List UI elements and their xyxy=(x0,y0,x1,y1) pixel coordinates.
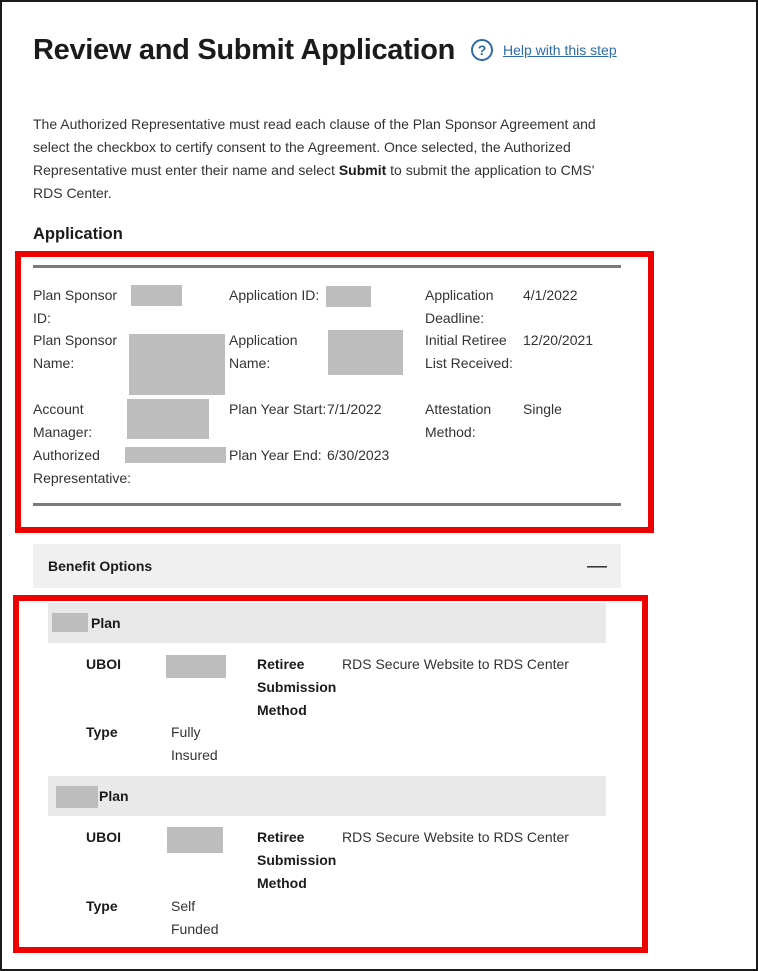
application-heading: Application xyxy=(33,225,123,243)
plan-sponsor-name-redacted xyxy=(129,334,225,395)
plan-header-1 xyxy=(48,603,606,643)
plan-1-name-suffix: Plan xyxy=(91,615,121,631)
application-id-redacted xyxy=(326,286,371,307)
intro-submit-bold: Submit xyxy=(338,162,387,178)
benefit-options-accordion[interactable] xyxy=(33,544,621,588)
initial-retiree-list-label: Initial Retiree List Received: xyxy=(425,332,513,371)
plan-2-name-redacted xyxy=(56,786,98,808)
plan-2-retiree-submission-label: Retiree Submission Method xyxy=(257,829,337,891)
plan-2-name-suffix: Plan xyxy=(99,788,129,804)
application-id-label: Application ID: xyxy=(229,287,320,303)
application-name-label: Application Name: xyxy=(229,332,298,371)
plan-2-type-value: Self Funded xyxy=(171,898,219,937)
account-manager-redacted xyxy=(127,399,209,439)
plan-2-retiree-submission-value: RDS Secure Website to RDS Center xyxy=(342,829,569,845)
application-deadline-value: 4/1/2022 xyxy=(523,287,578,303)
benefit-options-heading: Benefit Options xyxy=(48,558,153,574)
plan-header-2 xyxy=(48,776,606,816)
authorized-rep-redacted xyxy=(125,447,226,463)
plan-1-retiree-submission-value: RDS Secure Website to RDS Center xyxy=(342,656,569,672)
plan-2-uboi-label: UBOI xyxy=(86,829,121,845)
application-deadline-label: Application Deadline: xyxy=(425,287,494,326)
plan-1-type-value: Fully Insured xyxy=(171,724,218,763)
plan-sponsor-id-label: Plan Sponsor ID: xyxy=(33,287,118,326)
plan-1-retiree-submission-label: Retiree Submission Method xyxy=(257,656,337,718)
application-name-redacted xyxy=(328,330,403,375)
plan-year-end-label: Plan Year End: xyxy=(229,447,322,463)
account-manager-label: Account Manager: xyxy=(33,401,93,440)
intro-text xyxy=(33,113,623,205)
application-top-rule xyxy=(33,265,621,268)
intro-part-2: to submit the application to CMS' RDS Center. xyxy=(33,162,595,201)
plan-1-uboi-label: UBOI xyxy=(86,656,121,672)
plan-sponsor-id-redacted xyxy=(131,285,182,306)
plan-1-type-label: Type xyxy=(86,724,118,740)
plan-2-type-label: Type xyxy=(86,898,118,914)
attestation-method-value: Single xyxy=(523,401,562,417)
attestation-method-label: Attestation Method: xyxy=(425,401,492,440)
initial-retiree-list-value: 12/20/2021 xyxy=(523,332,594,348)
plan-2-uboi-redacted xyxy=(167,827,223,853)
intro-part-1: The Authorized Representative must read each clause of the Plan Sponsor Agreement and select the checkbox to certify consent to the Agreement. Once selected, the Authorized Representative must enter their name and select xyxy=(33,116,596,178)
application-bottom-rule xyxy=(33,503,621,506)
collapse-minus-icon[interactable]: — xyxy=(587,555,607,577)
plan-year-start-label: Plan Year Start: xyxy=(229,401,327,417)
plan-sponsor-name-label: Plan Sponsor Name: xyxy=(33,332,118,371)
help-link[interactable]: Help with this step xyxy=(503,42,617,58)
authorized-rep-label: Authorized Representative: xyxy=(33,447,132,486)
plan-1-name-redacted xyxy=(52,613,88,632)
plan-1-uboi-redacted xyxy=(166,655,226,678)
plan-year-start-value: 7/1/2022 xyxy=(327,401,382,417)
plan-year-end-value: 6/30/2023 xyxy=(327,447,390,463)
help-with-step[interactable] xyxy=(471,39,617,61)
question-circle-icon[interactable]: ? xyxy=(471,39,493,61)
page-title: Review and Submit Application xyxy=(33,34,456,66)
